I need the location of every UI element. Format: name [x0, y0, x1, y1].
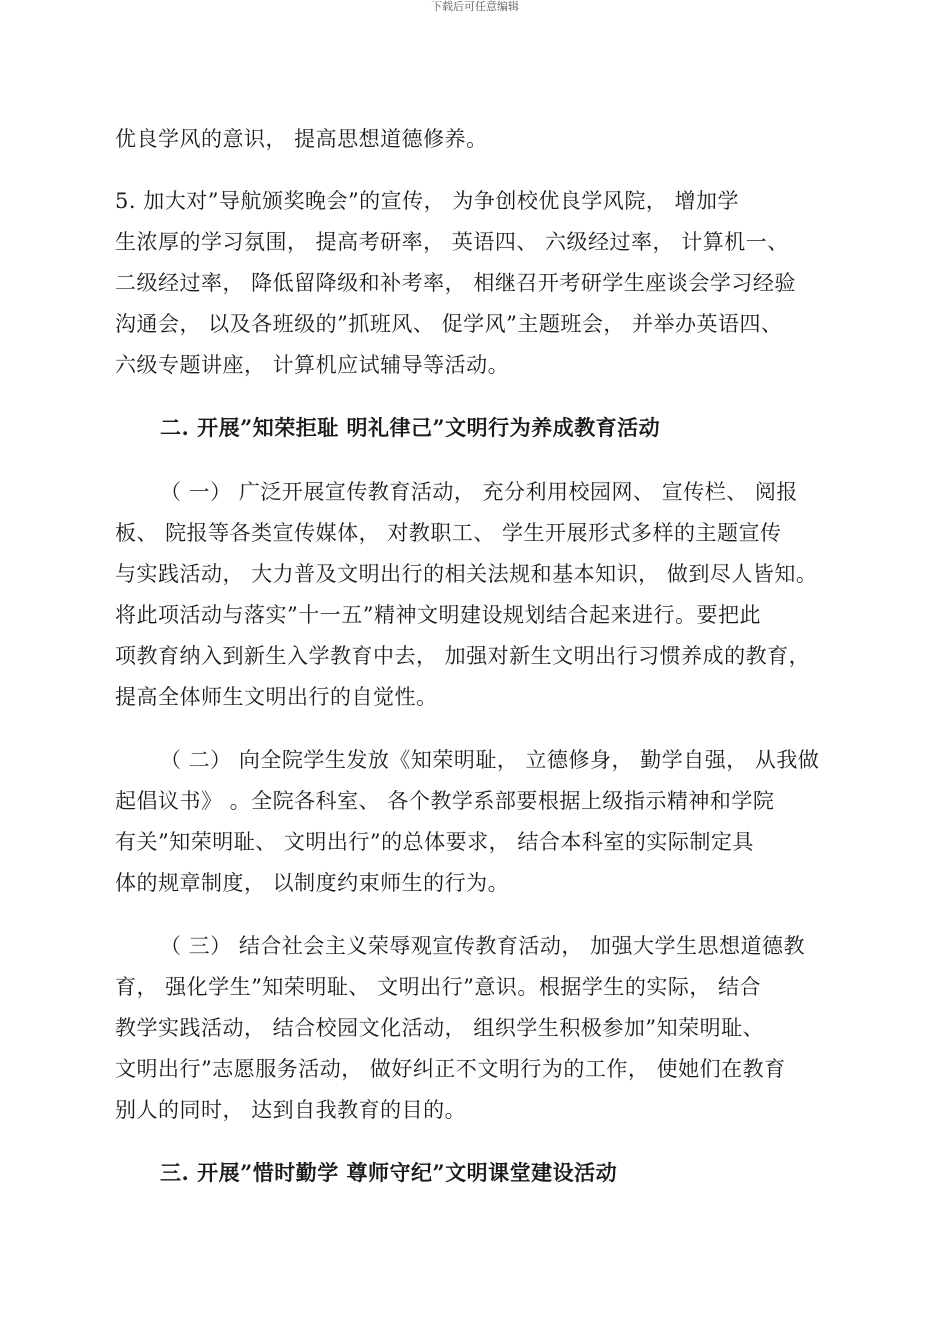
body-line: （ 三） 结合社会主义荣辱观宣传教育活动， 加强大学生思想道德教 [160, 934, 806, 958]
body-line: 二级经过率， 降低留降级和补考率， 相继召开考研学生座谈会学习经验 [115, 271, 796, 295]
section-heading-3: 三. 开展”惜时勤学 尊师守纪”文明课堂建设活动 [160, 1160, 618, 1185]
body-line: （ 一） 广泛开展宣传教育活动， 充分利用校园网、 宣传栏、 阅报 [160, 480, 798, 504]
body-line: 起倡议书》 。全院各科室、 各个教学系部要根据上级指示精神和学院 [115, 789, 775, 813]
body-line: 六级专题讲座， 计算机应试辅导等活动。 [115, 353, 510, 377]
body-line: 将此项活动与落实”十一五”精神文明建设规划结合起来进行。要把此 [115, 603, 761, 627]
body-line: 教学实践活动， 结合校园文化活动， 组织学生积极参加”知荣明耻、 [115, 1016, 765, 1040]
page-header-note: 下载后可任意编辑 [431, 0, 519, 13]
body-line: 板、 院报等各类宣传媒体， 对教职工、 学生开展形式多样的主题宣传 [115, 521, 782, 545]
body-line: 有关”知荣明耻、 文明出行”的总体要求， 结合本科室的实际制定具 [115, 830, 754, 854]
body-line: 别人的同时， 达到自我教育的目的。 [115, 1098, 467, 1122]
body-line: 与实践活动， 大力普及文明出行的相关法规和基本知识， 做到尽人皆知。 [115, 562, 818, 586]
body-line: （ 二） 向全院学生发放《知荣明耻， 立德修身， 勤学自强， 从我做 [160, 748, 820, 772]
section-heading-2: 二. 开展”知荣拒耻 明礼律己”文明行为养成教育活动 [160, 415, 661, 440]
body-line: 体的规章制度， 以制度约束师生的行为。 [115, 871, 510, 895]
body-line: 沟通会， 以及各班级的”抓班风、 促学风”主题班会， 并举办英语四、 [115, 312, 783, 336]
body-line: 项教育纳入到新生入学教育中去， 加强对新生文明出行习惯养成的教育， [115, 644, 811, 668]
body-line: 生浓厚的学习氛围， 提高考研率， 英语四、 六级经过率， 计算机一、 [115, 230, 789, 254]
body-line: 育， 强化学生”知荣明耻、 文明出行”意识。根据学生的实际， 结合 [115, 975, 761, 999]
body-line: 5. 加大对”导航颁奖晚会”的宣传， 为争创校优良学风院， 增加学 [115, 189, 740, 213]
body-line: 优良学风的意识， 提高思想道德修养。 [115, 127, 488, 151]
body-line: 提高全体师生文明出行的自觉性。 [115, 685, 438, 709]
body-line: 文明出行”志愿服务活动， 做好纠正不文明行为的工作， 使她们在教育 [115, 1057, 786, 1081]
